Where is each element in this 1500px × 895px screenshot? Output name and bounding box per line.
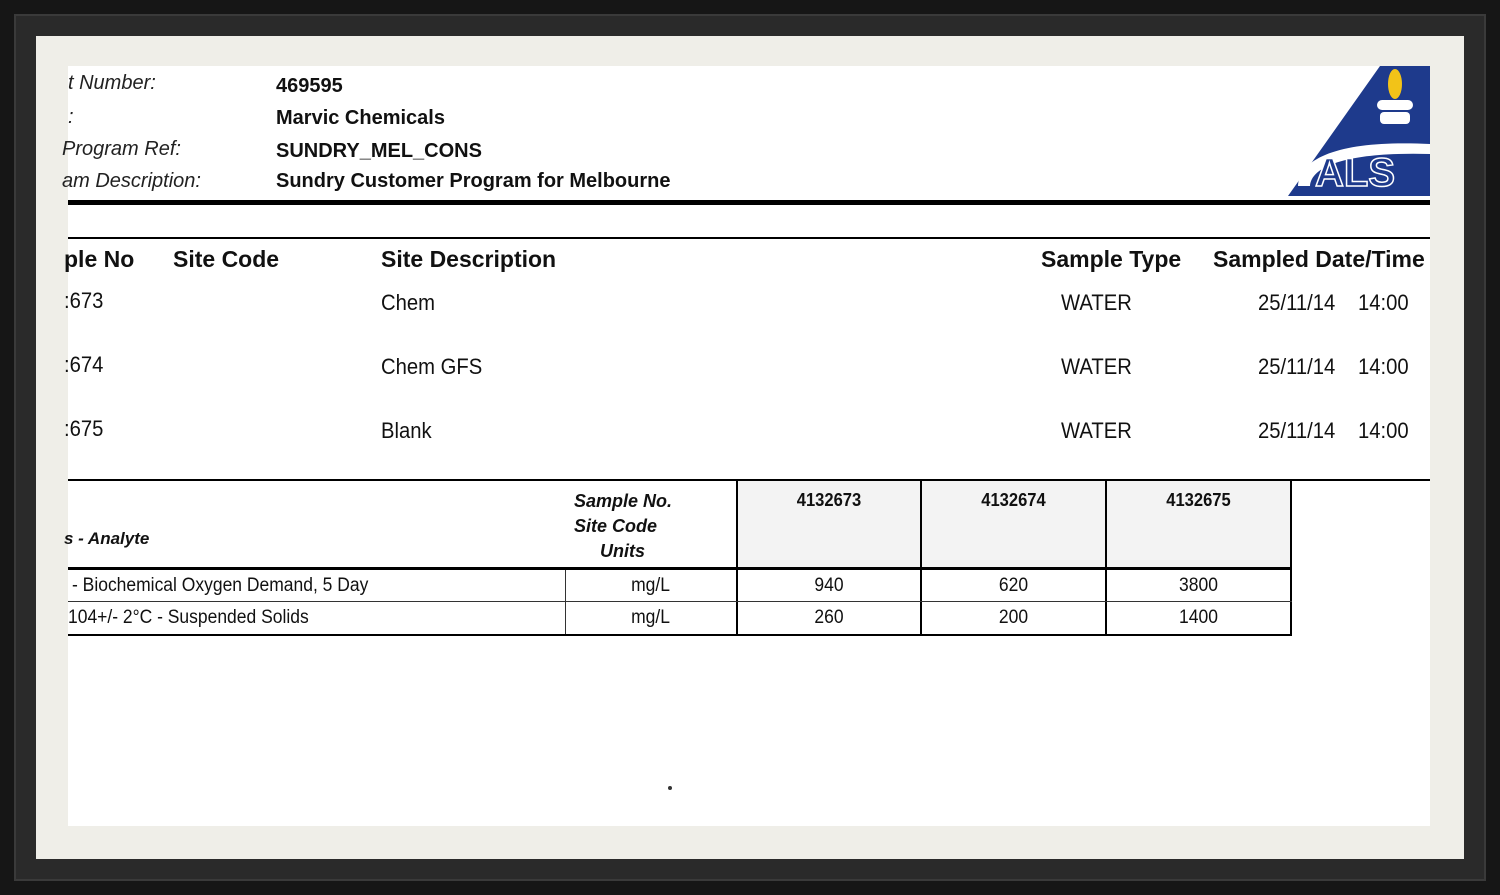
logo-text: ALS — [1315, 151, 1395, 195]
result-row-1-value-2: 620 — [998, 575, 1029, 596]
field-label-client: : — [68, 106, 74, 128]
field-value-report-number: 469595 — [276, 75, 343, 97]
result-row-2-units: mg/L — [631, 607, 670, 628]
result-row-1-value-1: 940 — [814, 575, 844, 596]
samples-top-rule — [68, 237, 1430, 239]
sample-row-3-type: WATER — [1061, 418, 1132, 443]
header-units: Units — [600, 541, 645, 561]
sample-row-1-time: 14:00 — [1358, 290, 1409, 315]
sample-id-3: 4132675 — [1166, 490, 1231, 510]
sample-row-2-date: 25/11/14 — [1258, 354, 1336, 379]
results-row-divider — [68, 601, 1292, 602]
results-header-rule — [68, 567, 1292, 570]
field-value-program-description: Sundry Customer Program for Melbourne — [276, 170, 671, 192]
sample-row-1-date: 25/11/14 — [1258, 290, 1336, 315]
sample-row-3-date: 25/11/14 — [1258, 418, 1336, 443]
logo-base — [1380, 112, 1410, 124]
sample-row-3-no: :675 — [64, 416, 104, 441]
sample-row-2-no: :674 — [64, 352, 104, 377]
result-row-1-value-3: 3800 — [1179, 575, 1218, 596]
col-sampled-datetime: Sampled Date/Time — [1213, 246, 1425, 272]
results-vline-2 — [920, 481, 922, 636]
logo-flame — [1388, 69, 1402, 99]
sample-row-2-type: WATER — [1061, 354, 1132, 379]
sample-row-3-desc: Blank — [381, 418, 432, 443]
sample-id-2: 4132674 — [981, 490, 1046, 510]
result-row-2-value-1: 260 — [814, 607, 844, 628]
header-sample-no: Sample No. — [574, 491, 673, 511]
results-vline-1 — [736, 481, 738, 636]
report-page — [62, 66, 1430, 826]
sample-row-3-time: 14:00 — [1358, 418, 1409, 443]
result-row-2-value-2: 200 — [998, 607, 1029, 628]
speck — [668, 786, 672, 790]
field-label-program-description: am Description: — [62, 170, 201, 192]
field-label-program-ref: Program Ref: — [62, 138, 181, 160]
als-logo — [1280, 66, 1430, 201]
col-sample-no: ple No — [64, 246, 135, 272]
header-site-code: Site Code — [574, 516, 658, 536]
sample-row-1-no: :673 — [64, 288, 104, 313]
sample-id-1: 4132673 — [796, 490, 862, 510]
result-row-1-units: mg/L — [631, 575, 670, 596]
results-bottom-rule — [68, 634, 1292, 636]
sample-row-1-type: WATER — [1061, 290, 1132, 315]
logo-bar — [1377, 100, 1413, 110]
result-row-2-value-3: 1400 — [1179, 607, 1218, 628]
result-row-2-analyte: 104+/- 2°C - Suspended Solids — [68, 607, 309, 628]
field-value-client: Marvic Chemicals — [276, 107, 445, 129]
field-label-report-number: t Number: — [68, 72, 156, 94]
sample-row-2-time: 14:00 — [1358, 354, 1409, 379]
field-value-program-ref: SUNDRY_MEL_CONS — [276, 140, 482, 162]
header-rule — [68, 200, 1430, 205]
result-row-1-analyte: - Biochemical Oxygen Demand, 5 Day — [72, 575, 369, 596]
results-vline-4 — [1290, 481, 1292, 636]
analyte-header: s - Analyte — [64, 529, 150, 548]
results-vline-3 — [1105, 481, 1107, 636]
sample-row-1-desc: Chem — [381, 290, 435, 315]
col-site-code: Site Code — [173, 246, 280, 272]
sample-row-2-desc: Chem GFS — [381, 354, 483, 379]
col-sample-type: Sample Type — [1041, 246, 1182, 272]
col-site-description: Site Description — [381, 246, 557, 272]
